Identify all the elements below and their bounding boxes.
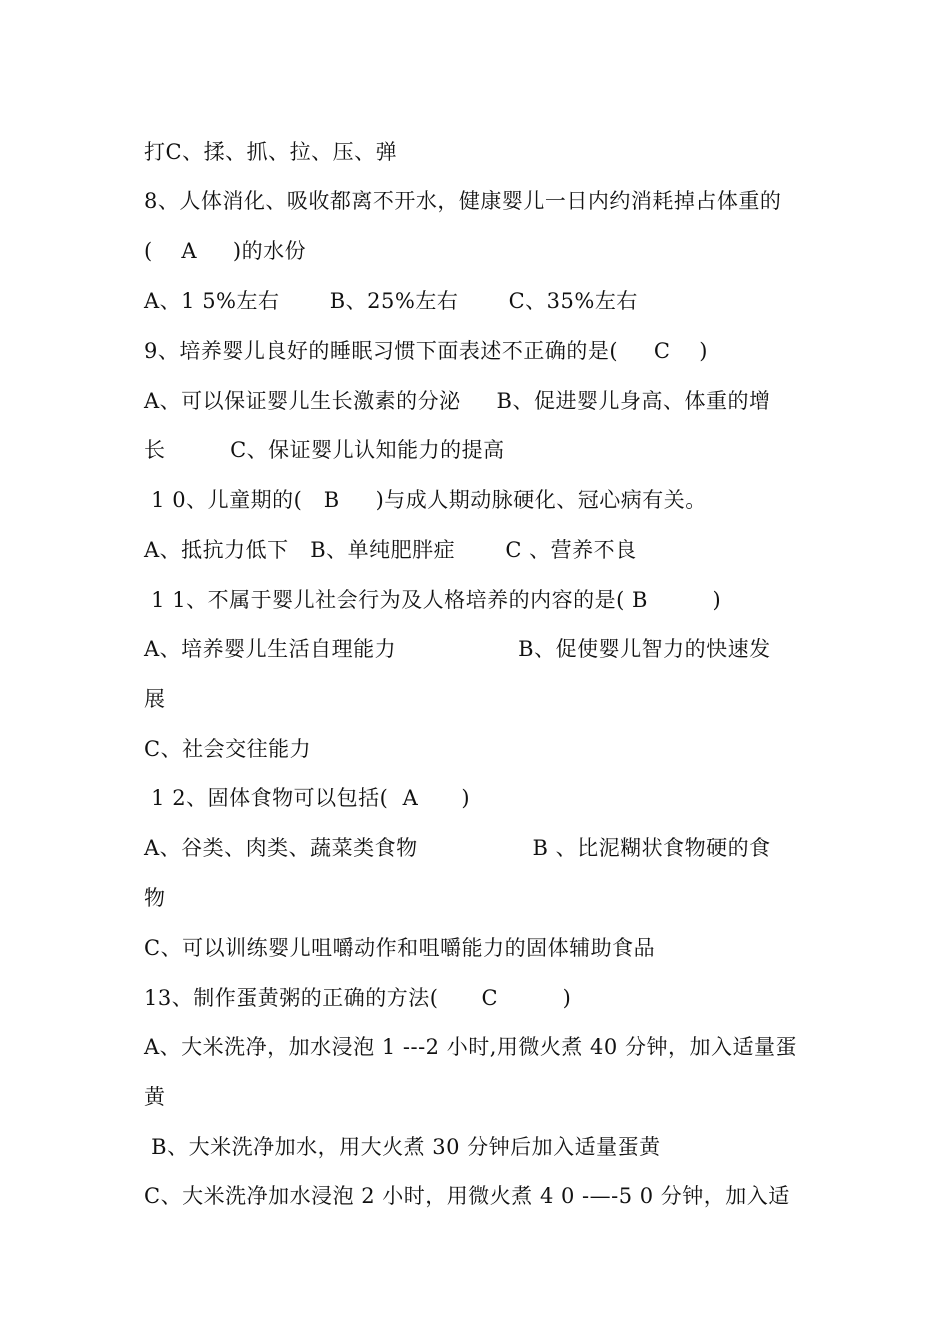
answer-option: A、大米洗净，加水浸泡 1 ---2 小时,用微火煮 40 分钟，加入适量蛋 — [144, 1035, 797, 1059]
answer-options: A、谷类、肉类、蔬菜类食物 B 、比泥糊状食物硬的食 — [144, 836, 771, 860]
answer-options: A、抵抗力低下 B、单纯肥胖症 C 、营养不良 — [144, 538, 637, 562]
question-13: 13、制作蛋黄粥的正确的方法( C ) — [144, 986, 572, 1010]
text-line: ( A )的水份 — [144, 239, 307, 263]
text-line: 长 C、保证婴儿认知能力的提高 — [144, 438, 505, 462]
question-11: 1 1、不属于婴儿社会行为及人格培养的内容的是( B ) — [144, 588, 722, 612]
question-10: 1 0、儿童期的( B )与成人期动脉硬化、冠心病有关。 — [144, 488, 707, 512]
answer-options: A、1 5%左右 B、25%左右 C、35%左右 — [144, 289, 638, 313]
answer-option: C、社会交往能力 — [144, 737, 312, 761]
question-9: 9、培养婴儿良好的睡眠习惯下面表述不正确的是( C ) — [144, 339, 708, 363]
question-12: 1 2、固体食物可以包括( A ) — [144, 786, 471, 810]
answer-option: C、大米洗净加水浸泡 2 小时，用微火煮 4 0 -—-5 0 分钟，加入适 — [144, 1184, 790, 1208]
answer-options: A、培养婴儿生活自理能力 B、促使婴儿智力的快速发 — [144, 637, 771, 661]
text-line: 黄 — [144, 1085, 166, 1109]
answer-option: B、大米洗净加水，用大火煮 30 分钟后加入适量蛋黄 — [144, 1135, 661, 1159]
question-8: 8、人体消化、吸收都离不开水，健康婴儿一日内约消耗掉占体重的 — [144, 189, 782, 213]
text-line: 物 — [144, 886, 166, 910]
answer-options: A、可以保证婴儿生长激素的分泌 B、促进婴儿身高、体重的增 — [144, 389, 771, 413]
text-line: 展 — [144, 687, 166, 711]
answer-option: C、可以训练婴儿咀嚼动作和咀嚼能力的固体辅助食品 — [144, 936, 656, 960]
text-line: 打C、揉、抓、拉、压、弹 — [144, 140, 398, 164]
